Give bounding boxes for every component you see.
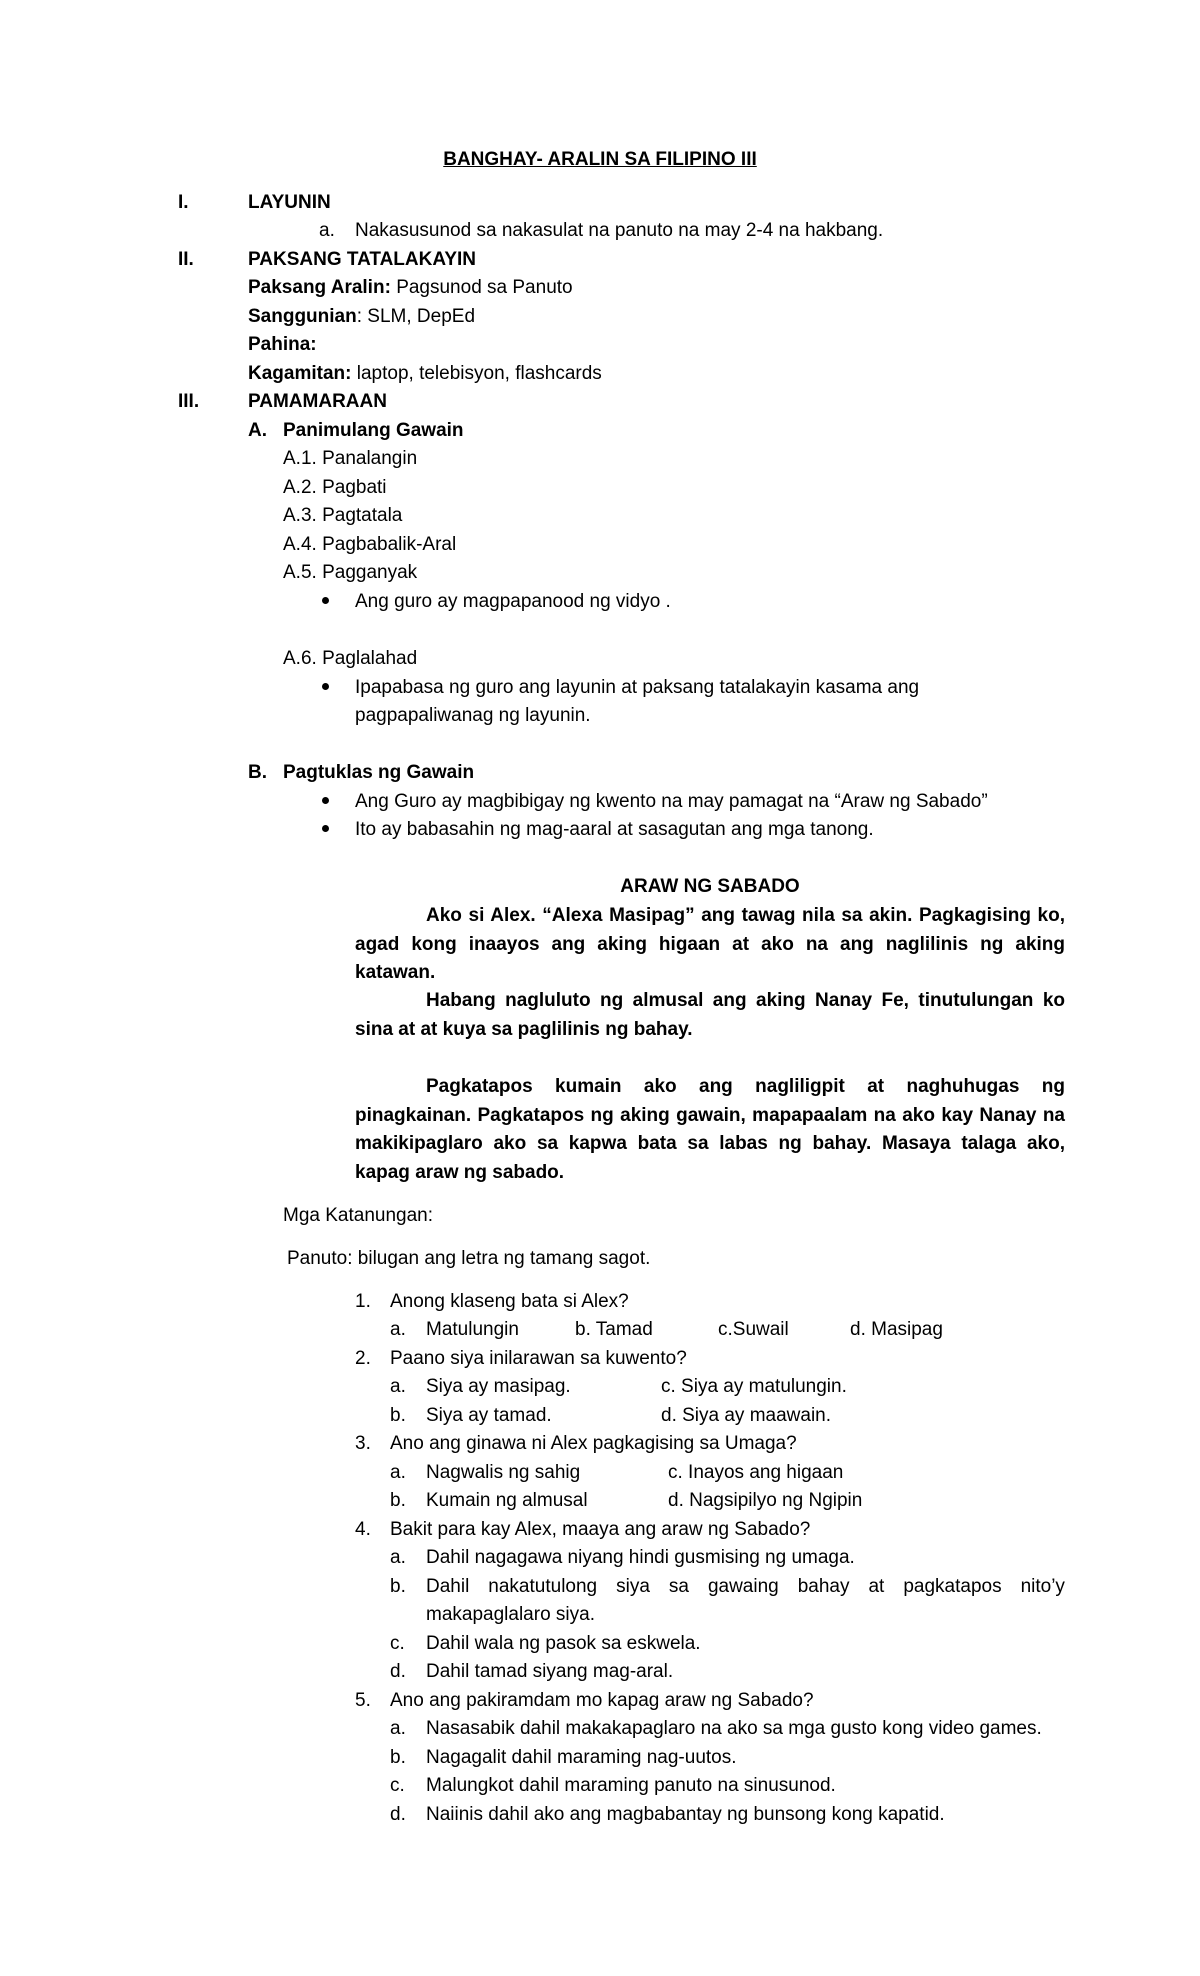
question-text: Anong klaseng bata si Alex? <box>390 1291 629 1312</box>
subsection-a-heading: Panimulang Gawain <box>283 420 464 441</box>
page-title: BANGHAY- ARALIN SA FILIPINO III <box>443 149 757 170</box>
choice-letter: a. <box>390 1376 406 1397</box>
question-number: 4. <box>355 1519 371 1540</box>
subsection-a-letter: A. <box>248 420 267 441</box>
choice-word: nakatutulong <box>488 1576 598 1597</box>
choice-text: d. Nagsipilyo ng Ngipin <box>668 1490 863 1511</box>
choice-word: pagkatapos <box>903 1576 1002 1597</box>
story-paragraph-1: Ako si Alex. “Alexa Masipag” ang tawag nila sa akin. Pagkagising ko, agad kong inaayos ang aking higaan at ako na ang naglilinis ng aking katawan. <box>355 905 1065 983</box>
question-text: Ano ang pakiramdam mo kapag araw ng Sabado? <box>390 1690 814 1711</box>
choice-letter: a. <box>390 1319 406 1340</box>
a5-bullet-text: Ang guro ay magpapanood ng vidyo . <box>355 591 671 612</box>
section-heading-layunin: LAYUNIN <box>248 192 331 213</box>
choice-letter: a. <box>390 1718 406 1739</box>
question-text: Paano siya inilarawan sa kuwento? <box>390 1348 687 1369</box>
choice-letter: b. <box>390 1490 406 1511</box>
choice-text: c. Inayos ang higaan <box>668 1462 844 1483</box>
choice-letter: d. <box>390 1804 406 1825</box>
choice-text: Kumain ng almusal <box>426 1490 588 1511</box>
choice-text: Dahil nagagawa niyang hindi gusmising ng umaga. <box>426 1547 855 1568</box>
sanggunian-value: : SLM, DepEd <box>356 306 476 327</box>
choice-text-justified <box>426 1573 1065 1602</box>
section-numeral-3: III. <box>178 391 200 412</box>
choice-text-line2: makapaglalaro siya. <box>426 1604 595 1625</box>
choice-text: b. Tamad <box>575 1319 653 1340</box>
step-a4: A.4. Pagbabalik-Aral <box>283 534 457 555</box>
step-a5: A.5. Pagganyak <box>283 562 418 583</box>
story-paragraph-3: Pagkatapos kumain ako ang nagliligpit at naghuhugas ng pinagkainan. Pagkatapos ng aking gawain, mapapaalam na ako kay Nanay na makikipaglaro ako sa kapwa bata sa labas ng bahay. Masaya talaga ako, kapag araw ng sabado. <box>355 1076 1065 1183</box>
choice-text: Dahil wala ng pasok sa eskwela. <box>426 1633 701 1654</box>
choice-letter: b. <box>390 1747 406 1768</box>
section-heading-paksa: PAKSANG TATALAKAYIN <box>248 249 476 270</box>
choice-word: bahay <box>797 1576 850 1597</box>
question-text: Ano ang ginawa ni Alex pagkagising sa Umaga? <box>390 1433 797 1454</box>
step-a2: A.2. Pagbati <box>283 477 387 498</box>
choice-word: siya <box>616 1576 650 1597</box>
choice-text: d. Masipag <box>850 1319 943 1340</box>
kagamitan-label: Kagamitan: <box>248 363 352 384</box>
choice-letter: a. <box>390 1547 406 1568</box>
layunin-item-letter: a. <box>319 220 335 241</box>
choice-text: Malungkot dahil maraming panuto na sinusunod. <box>426 1775 836 1796</box>
paksang-aralin-line <box>248 274 573 303</box>
choice-text: Nasasabik dahil makakapaglaro na ako sa mga gusto kong video games. <box>426 1718 1042 1739</box>
question-text: Bakit para kay Alex, maaya ang araw ng Sabado? <box>390 1519 811 1540</box>
question-number: 5. <box>355 1690 371 1711</box>
choice-text: d. Siya ay maawain. <box>661 1405 832 1426</box>
choice-letter: c. <box>390 1633 405 1654</box>
question-number: 3. <box>355 1433 371 1454</box>
choice-text: Siya ay tamad. <box>426 1405 552 1426</box>
choice-letter: d. <box>390 1661 406 1682</box>
choice-word: sa <box>668 1576 689 1597</box>
bullet-icon <box>322 597 329 604</box>
subsection-b-letter: B. <box>248 762 267 783</box>
kagamitan-value: laptop, telebisyon, flashcards <box>356 363 602 384</box>
choice-text: c. Siya ay matulungin. <box>661 1376 847 1397</box>
sanggunian-line <box>248 303 475 332</box>
paksang-aralin-value: Pagsunod sa Panuto <box>396 277 573 298</box>
a6-bullet-line2: pagpapaliwanag ng layunin. <box>355 705 591 726</box>
story-title: ARAW NG SABADO <box>620 876 800 897</box>
bullet-icon <box>322 825 329 832</box>
question-number: 2. <box>355 1348 371 1369</box>
b-bullet-2: Ito ay babasahin ng mag-aaral at sasagutan ang mga tanong. <box>355 819 874 840</box>
choice-text: Dahil tamad siyang mag-aral. <box>426 1661 674 1682</box>
a6-bullet-line1: Ipapabasa ng guro ang layunin at paksang tatalakayin kasama ang <box>355 677 920 698</box>
layunin-item-text: Nakasusunod sa nakasulat na panuto na may 2-4 na hakbang. <box>355 220 884 241</box>
choice-letter: b. <box>390 1576 406 1597</box>
questions-heading: Mga Katanungan: <box>283 1205 434 1226</box>
choice-text: Siya ay masipag. <box>426 1376 571 1397</box>
b-bullet-1: Ang Guro ay magbibigay ng kwento na may pamagat na “Araw ng Sabado” <box>355 791 988 812</box>
kagamitan-line <box>248 360 602 389</box>
instructions: Panuto: bilugan ang letra ng tamang sagot. <box>287 1248 651 1269</box>
choice-letter: c. <box>390 1775 405 1796</box>
story-paragraph-2: Habang nagluluto ng almusal ang aking Nanay Fe, tinutulungan ko sina at at kuya sa paglilinis ng bahay. <box>355 990 1065 1040</box>
choice-letter: b. <box>390 1405 406 1426</box>
section-numeral-1: I. <box>178 192 189 213</box>
step-a6: A.6. Paglalahad <box>283 648 418 669</box>
bullet-icon <box>322 683 329 690</box>
pahina-label: Pahina: <box>248 334 317 355</box>
section-heading-pamamaraan: PAMAMARAAN <box>248 391 387 412</box>
step-a3: A.3. Pagtatala <box>283 505 403 526</box>
section-numeral-2: II. <box>178 249 194 270</box>
question-number: 1. <box>355 1291 371 1312</box>
choice-text: Nagwalis ng sahig <box>426 1462 581 1483</box>
choice-word: gawaing <box>707 1576 779 1597</box>
choice-word: nito’y <box>1020 1576 1065 1597</box>
choice-word: Dahil <box>426 1576 470 1597</box>
choice-word: at <box>868 1576 885 1597</box>
bullet-icon <box>322 797 329 804</box>
choice-text: Nagagalit dahil maraming nag-uutos. <box>426 1747 737 1768</box>
sanggunian-label: Sanggunian <box>248 306 357 327</box>
step-a1: A.1. Panalangin <box>283 448 418 469</box>
choice-text: c.Suwail <box>718 1319 789 1340</box>
subsection-b-heading: Pagtuklas ng Gawain <box>283 762 475 783</box>
paksang-aralin-label: Paksang Aralin: <box>248 277 391 298</box>
choice-text: Matulungin <box>426 1319 519 1340</box>
choice-letter: a. <box>390 1462 406 1483</box>
choice-text: Naiinis dahil ako ang magbabantay ng bunsong kong kapatid. <box>426 1804 945 1825</box>
